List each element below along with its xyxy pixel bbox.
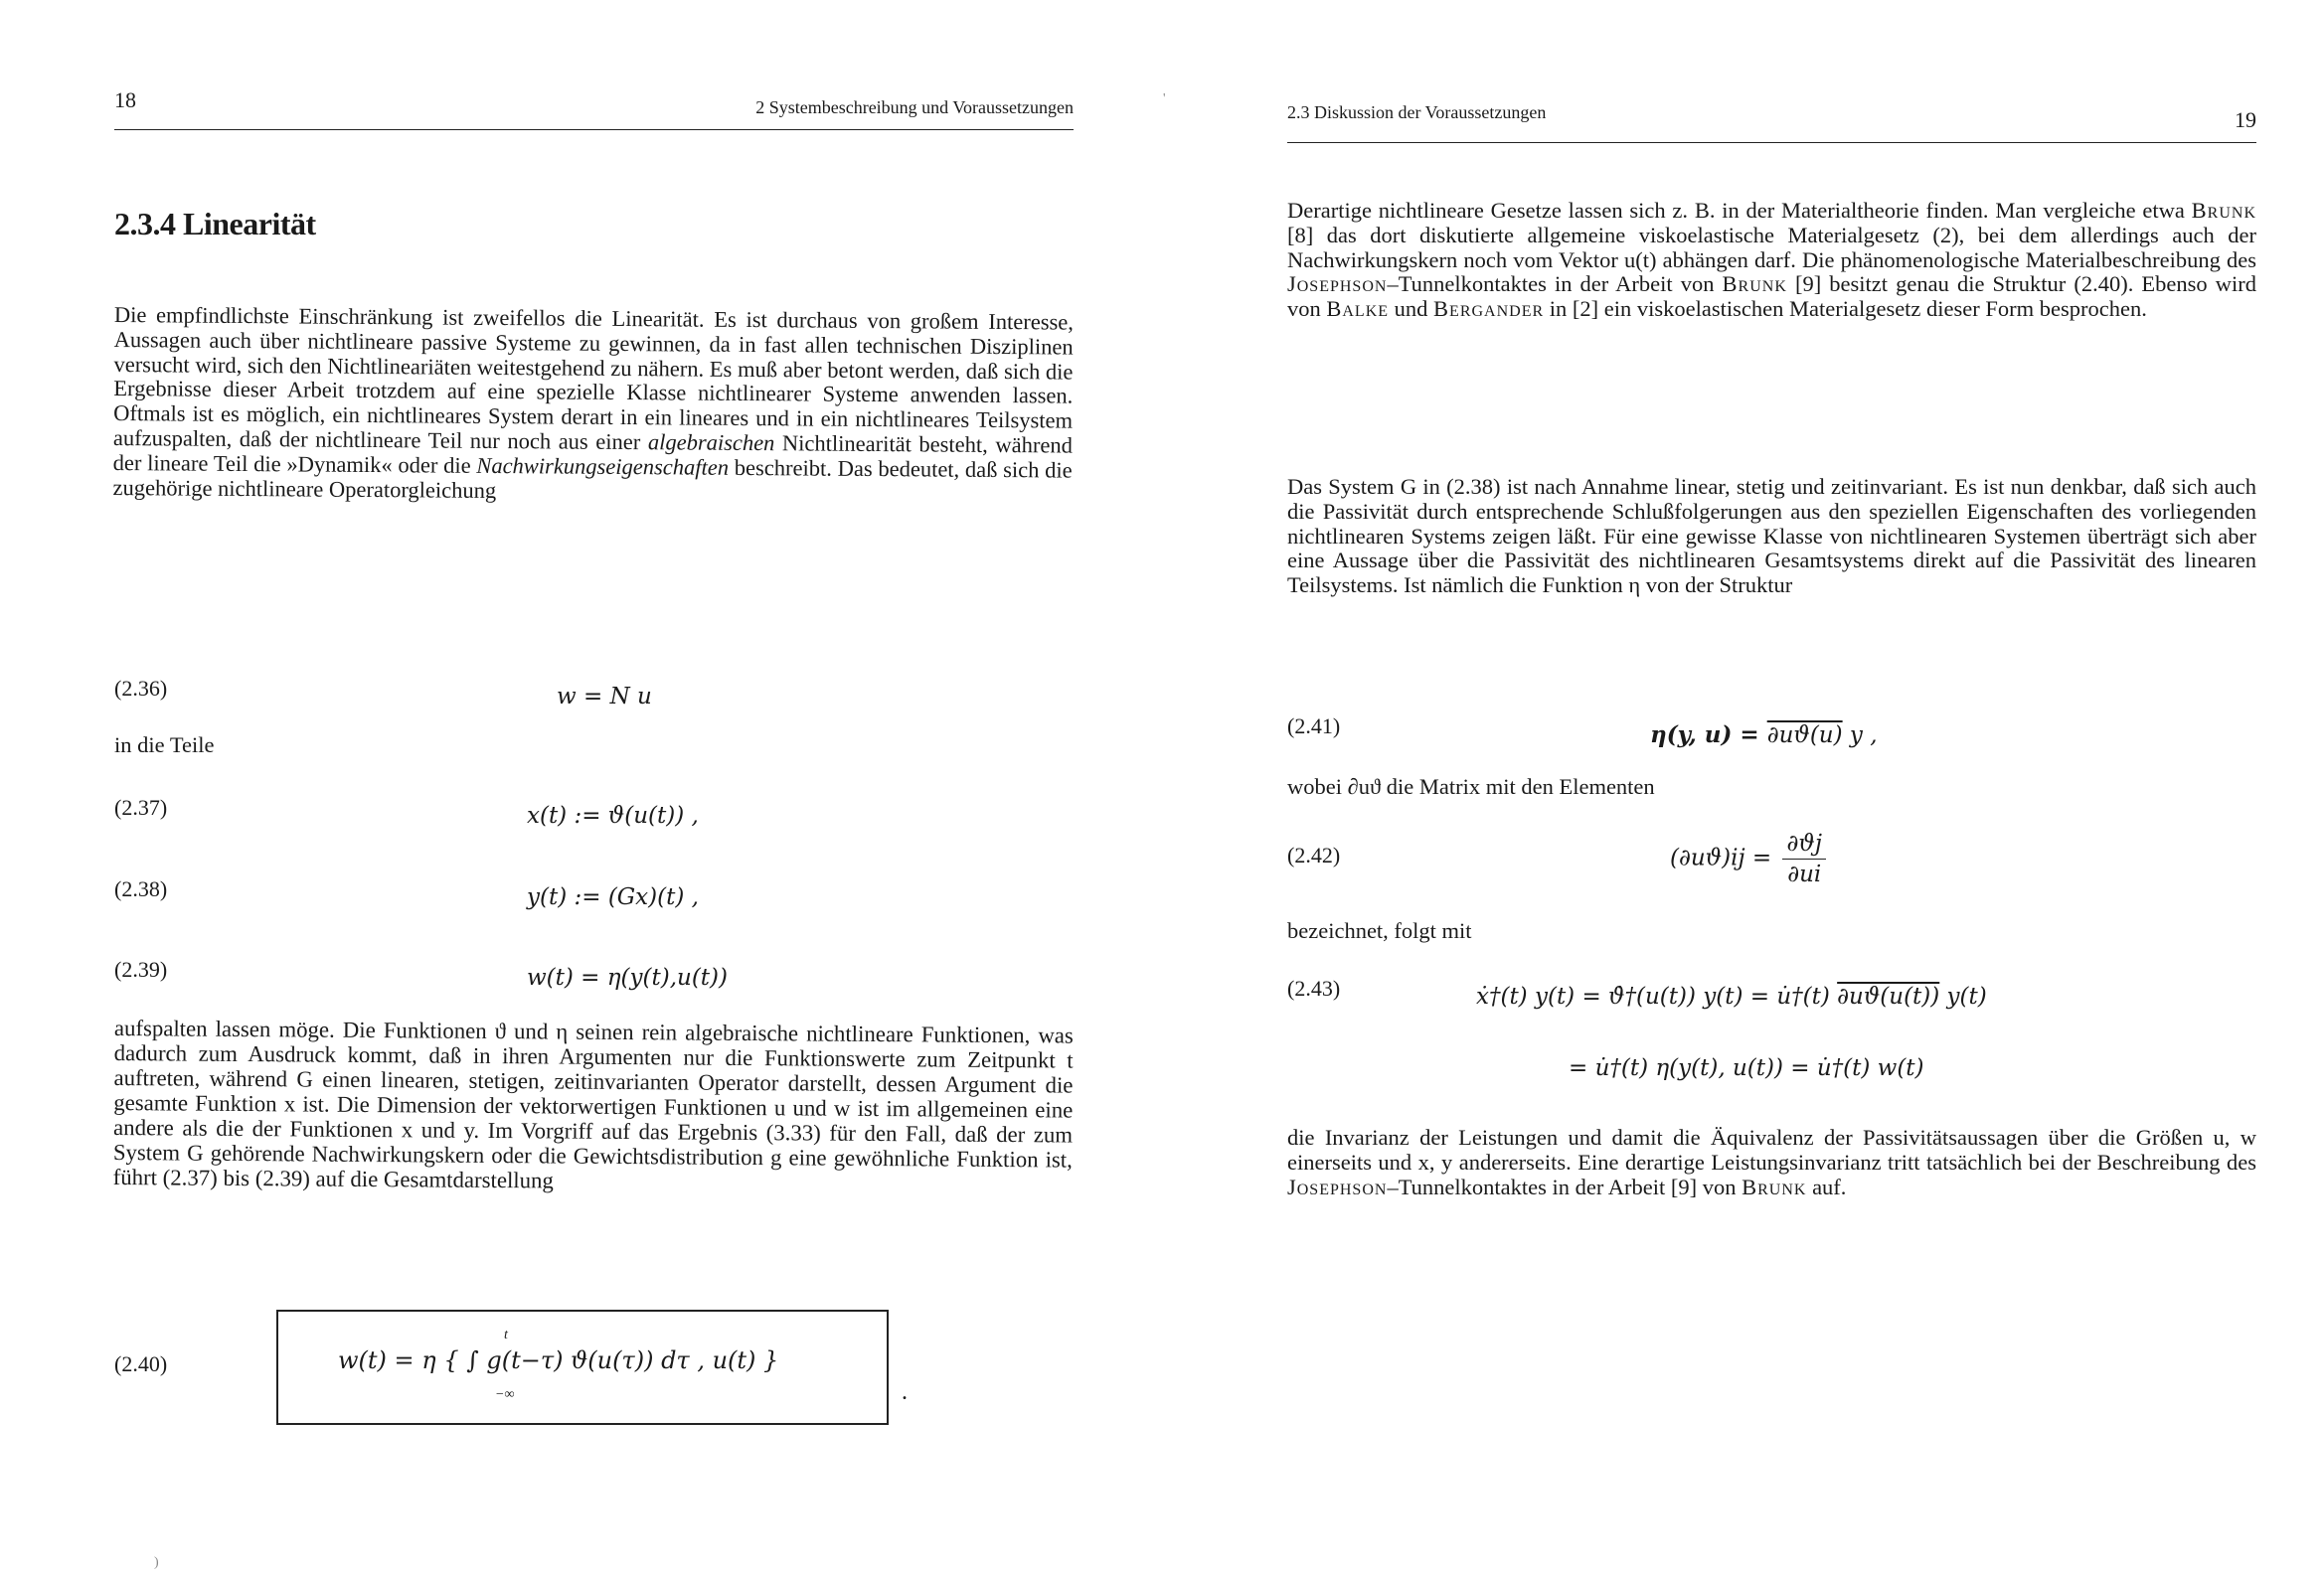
materials-paragraph: Derartige nichtlineare Gesetze lassen sich z. B. in der Materialtheorie finden. Man vergleiche etwa Brunk [8] das dort diskutierte allgemeine viskoelastische Materialgesetz (2), bei dem allerdings auch der Nachwirkungskern noch vom Vektor u(t) abhängen darf. Die phänomenologische Materialbeschreibung des Josephson–Tunnelkontaktes in der Arbeit von Brunk [9] besitzt genau die Struktur (2.40). Ebenso wird von Balke und Bergander in [2] ein viskoelastischen Materialgesetz dieser Form besprochen. [1287,198,2256,322]
right-running-title: 2.3 Diskussion der Voraussetzungen [1287,102,1547,122]
equation-number: (2.36) [114,676,168,701]
left-page-number: 18 [114,87,136,112]
wobei-text: wobei ∂uϑ die Matrix mit den Elementen [1287,774,1655,799]
gutter-mark: ' [1163,91,1166,106]
equation-2-38 [114,876,1074,916]
equation-2-43 [1287,976,2256,1016]
equation-line-1: ẋ†(t) y(t) = ϑ̇†(u(t)) y(t) = u̇†(t) ∂uϑ(u(t)) y(t) [1476,984,1987,1010]
section-heading: 2.3.4 Linearität [114,206,316,241]
passivity-paragraph: Das System G in (2.38) ist nach Annahme linear, stetig und zeitinvariant. Es ist nun denkbar, daß sich auch die Passivität durch entsprechende Schlußfolgerungen aus den speziellen Eigenschaften des vorliegenden nichtlinearen Systems zeigen läßt. Für eine gewisse Klasse von nichtlinearen Systemen überträgt sich aber eine Aussage über die Passivität des nichtlinearen Gesamtsystems direkt auf die Passivität des linearen Teilsystems. Ist nämlich die Funktion η von der Struktur [1287,474,2256,598]
equation-2-41 [1287,713,2256,753]
equation-2-37 [114,795,1074,835]
equation-expression: w(t) = η { ∫ g(t−τ) ϑ(u(τ)) dτ , u(t) } [338,1346,779,1374]
integral-lower-limit: −∞ [495,1387,515,1402]
equation-number: (2.37) [114,795,168,820]
left-running-title: 2 Systembeschreibung und Voraussetzungen [755,97,1074,117]
invariance-paragraph: die Invarianz der Leistungen und damit die Äquivalenz der Passivitätsaussagen über die Größen u, w einerseits und x, y andererseits. Eine derartige Leistungsinvarianz tritt tatsächlich bei der Beschreibung des Josephson–Tunnelkontaktes in der Arbeit [9] von Brunk auf. [1287,1125,2256,1199]
split-paragraph: aufspalten lassen möge. Die Funktionen ϑ und η seinen rein algebraische nichtlineare Funktionen, was dadurch zum Ausdruck kommt, daß in ihren Argumenten nur die Funktionswerte zum Zeitpunkt t auftreten, während G einen linearen, stetigen, zeitinvarianten Operator darstellt, dessen Argument die gesamte Funktion x ist. Die Dimension der vektorwertigen Funktionen u und w ist im allgemeinen eine andere als die der Funktionen x und y. Im Vorgriff auf das Ergebnis (3.33) für den Fall, daß der zum System G gehörende Nachwirkungskern oder die Gewichtsdistribution g eine gewöhnliche Funktion ist, führt (2.37) bis (2.39) auf die Gesamtdarstellung [112,1016,1074,1193]
equation-trailing-period: . [902,1379,908,1405]
equation-number: (2.42) [1287,843,1341,867]
equation-number: (2.39) [114,957,168,982]
right-page-number: 19 [2235,107,2256,132]
corner-mark: ) [154,1555,159,1570]
left-header-rule [114,129,1074,130]
equation-2-39 [114,957,1074,997]
in-die-teile-text: in die Teile [114,732,215,757]
equation-2-42 [1287,831,2256,912]
equation-number: (2.41) [1287,713,1341,738]
equation-expression: x(t) := ϑ(u(t)) , [527,803,699,829]
equation-number: (2.40) [114,1351,168,1376]
bezeichnet-text: bezeichnet, folgt mit [1287,918,1472,943]
equation-2-43-continued [1287,1047,2256,1087]
equation-number: (2.43) [1287,976,1341,1001]
equation-expression: w = N u [557,684,652,710]
equation-expression: η(y, u) = ∂uϑ(u) y , [1650,721,1878,748]
equation-number: (2.38) [114,876,168,901]
integral-upper-limit: t [504,1328,508,1342]
right-header-rule [1287,142,2256,143]
left-page [114,0,1074,1577]
equation-line-2: = u̇†(t) η(y(t), u(t)) = u̇†(t) w(t) [1569,1055,1924,1081]
equation-expression: w(t) = η(y(t),u(t)) [527,965,728,991]
right-page [1287,0,2256,1577]
equation-2-40-box [276,1310,889,1425]
equation-expression: (∂uϑ)ij = $\frac{\partial ϑj}{\partial ui}$ [1670,831,1830,887]
equation-2-36 [114,676,1074,715]
equation-expression: y(t) := (Gx)(t) , [527,884,699,910]
intro-paragraph: Die empfindlichste Einschränkung ist zweifellos die Linearität. Es ist durchaus von großem Interesse, Aussagen auch über nichtlineare passive Systeme zu gewinnen, da in fast allen technischen Disziplinen versucht wird, sich den Nichtlineariäten weitestgehend zu nähern. Es muß aber betont werden, daß sich die Ergebnisse dieser Arbeit trotzdem auf eine spezielle Klasse nichtlinearer Systeme anwenden lassen. Oftmals ist es möglich, ein nichtlineares System derart in ein lineares und in ein nichtlineares Teilsystem aufzuspalten, daß der nichtlineare Teil nur noch aus einer algebraischen Nichtlinearität besteht, während der lineare Teil die »Dynamik« oder die Nachwirkungseigenschaften beschreibt. Das bedeutet, daß sich die zugehörige nichtlineare Operatorgleichung [112,302,1074,503]
